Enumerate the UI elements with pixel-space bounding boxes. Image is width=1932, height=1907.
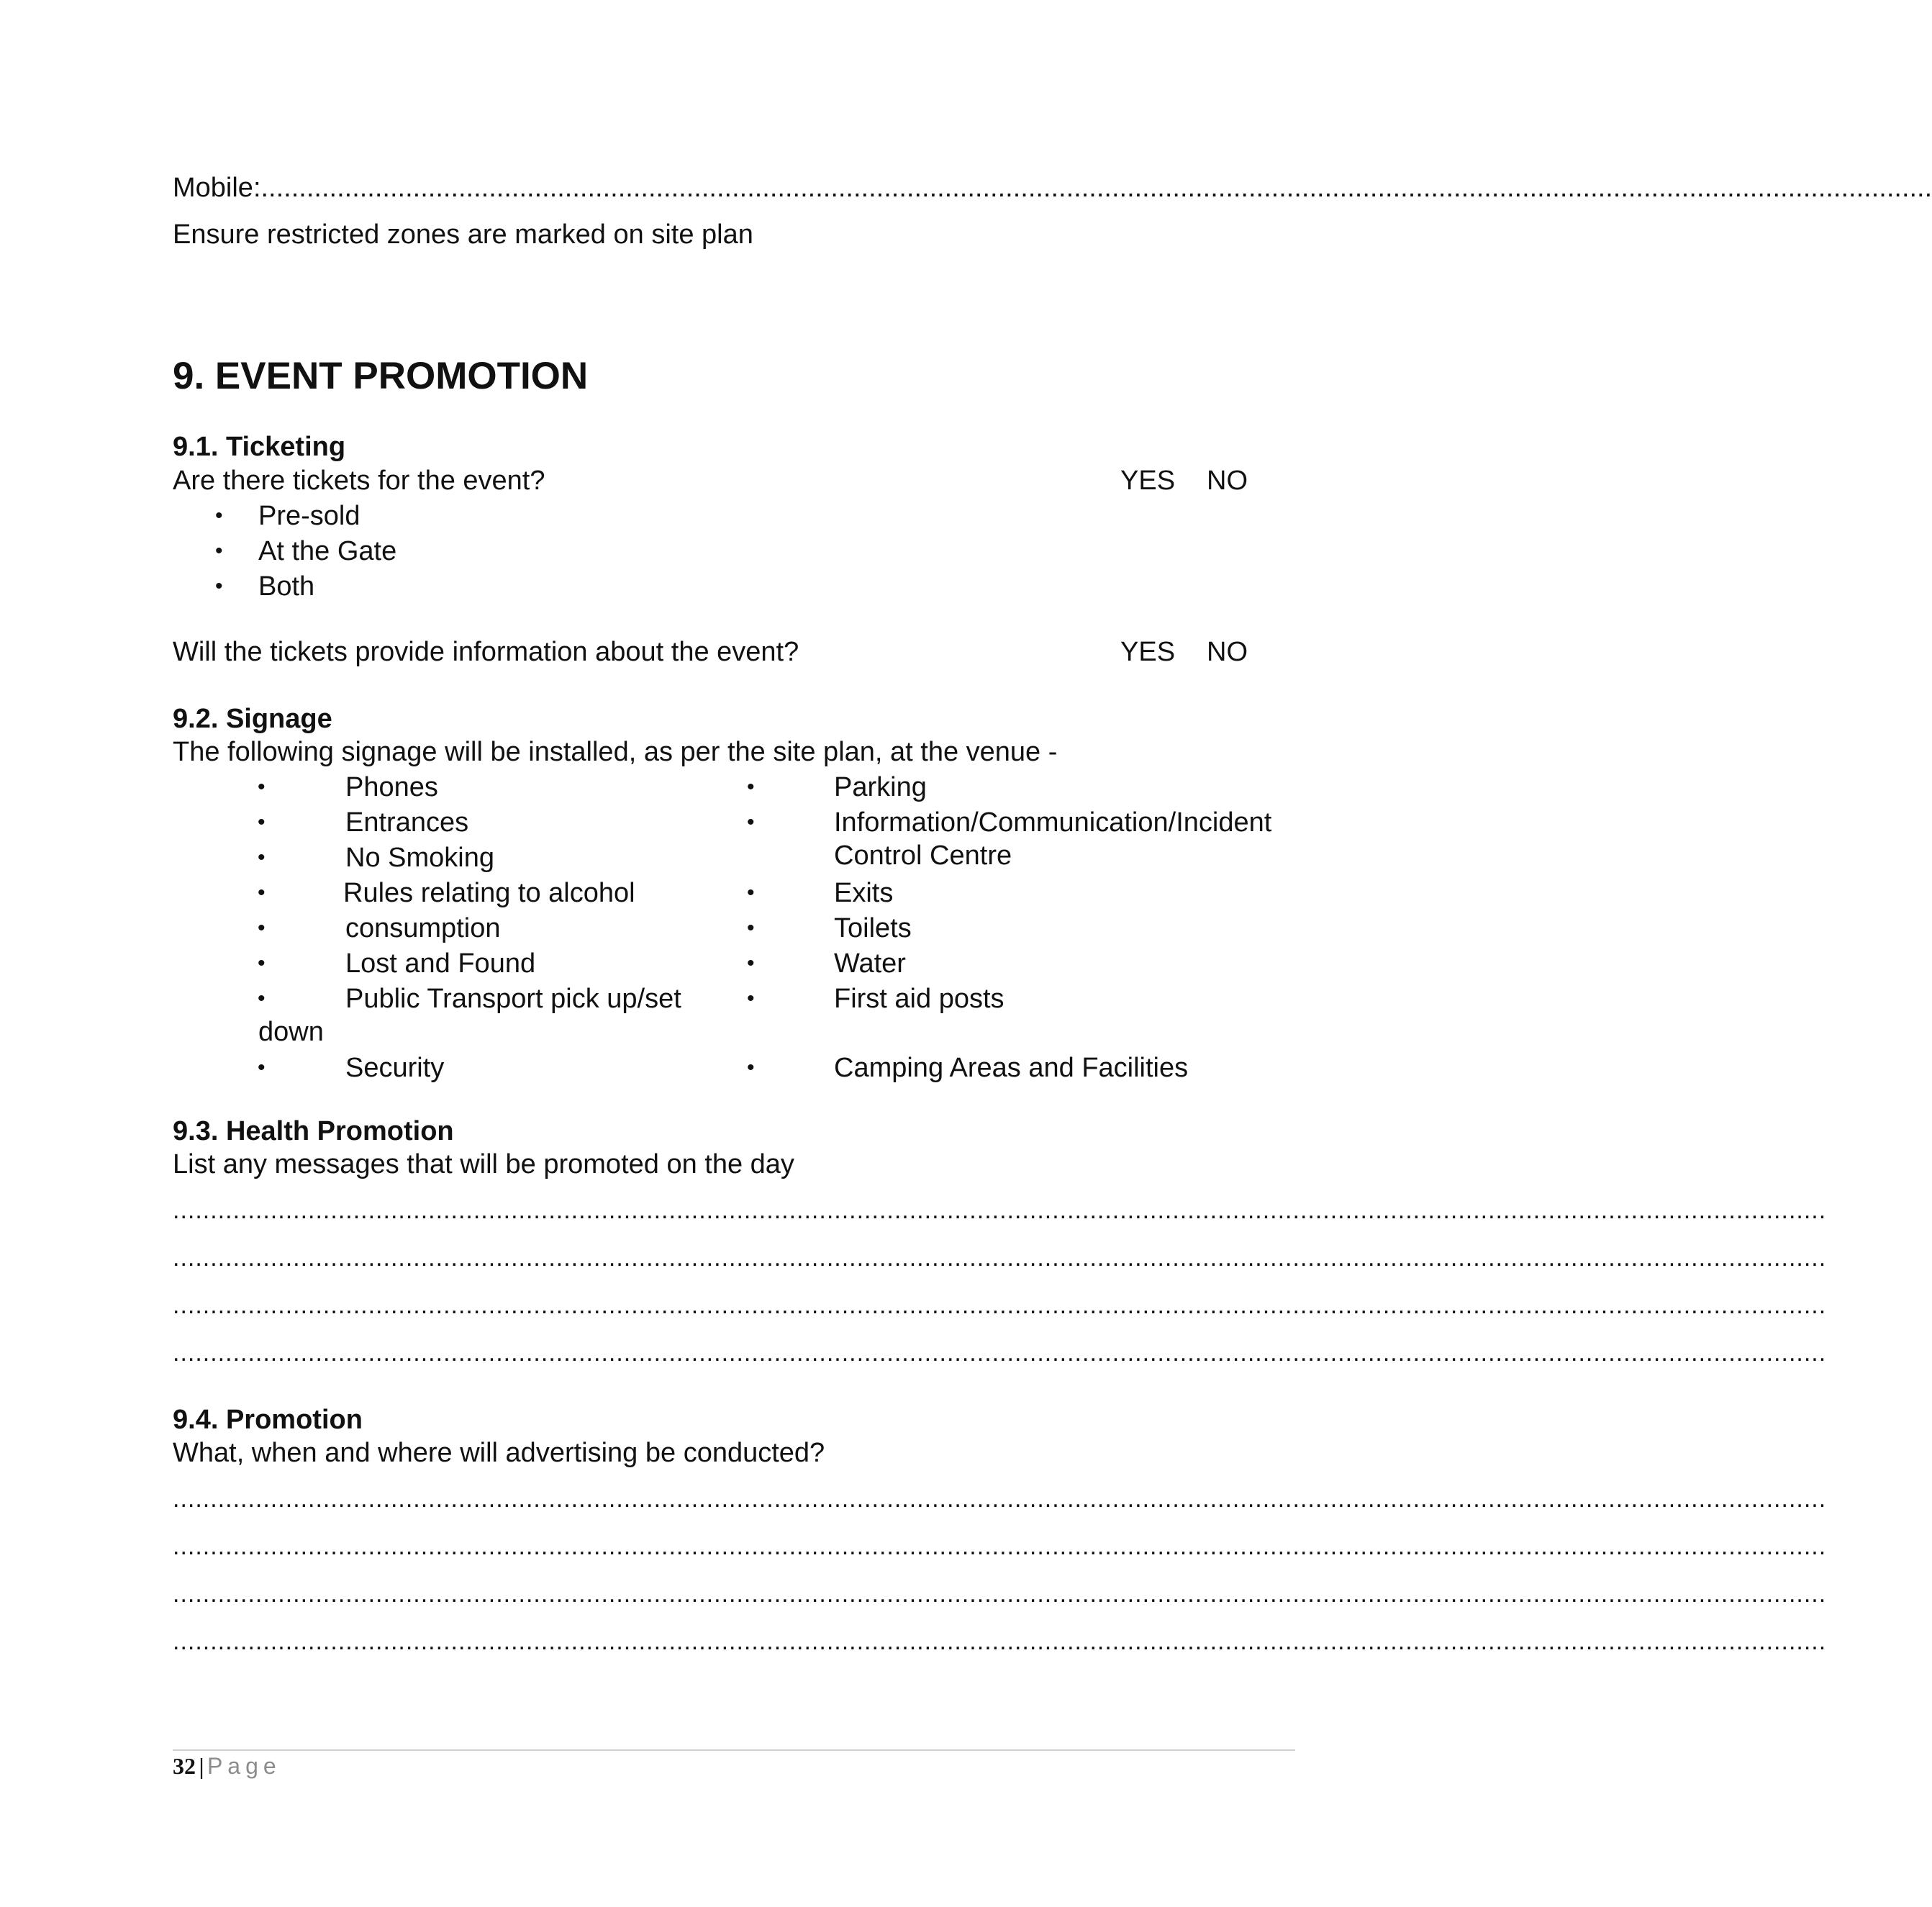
signage-item-consumption: consumption xyxy=(345,913,501,943)
bullet-marker: • xyxy=(747,775,755,799)
promotion-answer-line[interactable]: ............................................................................................................................................................................................................................ xyxy=(173,1628,1827,1655)
bullet-marker: • xyxy=(258,916,266,940)
ticket-option-both: Both xyxy=(258,571,315,602)
tickets-info-no-option: NO xyxy=(1207,637,1248,667)
signage-item-parking: Parking xyxy=(834,772,927,802)
signage-item-toilets: Toilets xyxy=(834,913,912,943)
health-answer-line[interactable]: ............................................................................................................................................................................................................................ xyxy=(173,1292,1827,1319)
promotion-answer-line[interactable]: ............................................................................................................................................................................................................................ xyxy=(173,1485,1827,1513)
signage-item-phones: Phones xyxy=(345,772,438,802)
promotion-answer-line[interactable]: ............................................................................................................................................................................................................................ xyxy=(173,1580,1827,1608)
tickets-info-yes-option: YES xyxy=(1120,637,1176,667)
signage-item-public-transport-wrap: down xyxy=(258,1017,324,1047)
page-label: Page xyxy=(207,1753,281,1779)
tickets-no-option: NO xyxy=(1207,466,1248,496)
bullet-marker: • xyxy=(258,775,266,799)
mobile-dotted-line: ............................................................................................................................................................................................................................ xyxy=(260,173,1932,203)
signage-item-exits: Exits xyxy=(834,878,894,908)
bullet-marker: • xyxy=(258,846,266,869)
mobile-line xyxy=(173,172,1932,204)
page-separator: | xyxy=(199,1753,204,1779)
signage-item-no-smoking: No Smoking xyxy=(345,843,494,873)
restricted-zones-note: Ensure restricted zones are marked on site plan xyxy=(173,219,753,250)
bullet-marker: • xyxy=(258,1056,266,1079)
promotion-question: What, when and where will advertising be conducted? xyxy=(173,1438,825,1468)
health-question: List any messages that will be promoted on the day xyxy=(173,1149,794,1179)
ticket-option-gate: At the Gate xyxy=(258,536,397,566)
signage-item-alcohol-rules: Rules relating to alcohol xyxy=(343,878,635,908)
tickets-info-question: Will the tickets provide information about the event? xyxy=(173,637,799,667)
signage-item-water: Water xyxy=(834,948,906,979)
signage-item-entrances: Entrances xyxy=(345,807,469,838)
bullet-marker: • xyxy=(747,881,755,905)
health-answer-line[interactable]: ............................................................................................................................................................................................................................ xyxy=(173,1197,1827,1224)
signage-item-lost-found: Lost and Found xyxy=(345,948,536,979)
signage-intro: The following signage will be installed, as per the site plan, at the venue - xyxy=(173,737,1058,767)
bullet-marker: • xyxy=(258,881,266,905)
footer-divider xyxy=(173,1749,1295,1751)
page-number: 32 xyxy=(173,1753,196,1779)
bullet-marker: • xyxy=(747,1056,755,1079)
health-heading: 9.3. Health Promotion xyxy=(173,1116,454,1146)
bullet-marker: • xyxy=(747,810,755,834)
bullet-marker: • xyxy=(258,951,266,975)
signage-item-info-centre-wrap: Control Centre xyxy=(834,841,1012,871)
tickets-question: Are there tickets for the event? xyxy=(173,466,545,496)
mobile-label: Mobile: xyxy=(173,173,261,203)
tickets-yes-option: YES xyxy=(1120,466,1176,496)
signage-heading: 9.2. Signage xyxy=(173,704,332,734)
bullet-marker: • xyxy=(258,810,266,834)
bullet-marker: • xyxy=(747,987,755,1010)
ticket-option-presold: Pre-sold xyxy=(258,501,360,531)
section-title: 9. EVENT PROMOTION xyxy=(173,355,589,397)
page-footer xyxy=(173,1750,281,1787)
signage-item-public-transport: Public Transport pick up/set xyxy=(345,984,681,1014)
signage-item-camping: Camping Areas and Facilities xyxy=(834,1053,1189,1083)
signage-item-info-centre: Information/Communication/Incident xyxy=(834,807,1272,838)
signage-item-security: Security xyxy=(345,1053,445,1083)
health-answer-line[interactable]: ............................................................................................................................................................................................................................ xyxy=(173,1339,1827,1367)
promotion-heading: 9.4. Promotion xyxy=(173,1405,363,1435)
bullet-marker: • xyxy=(215,504,223,527)
bullet-marker: • xyxy=(215,539,223,563)
bullet-marker: • xyxy=(747,951,755,975)
health-answer-line[interactable]: ............................................................................................................................................................................................................................ xyxy=(173,1244,1827,1272)
bullet-marker: • xyxy=(258,987,266,1010)
ticketing-heading: 9.1. Ticketing xyxy=(173,432,346,462)
promotion-answer-line[interactable]: ............................................................................................................................................................................................................................ xyxy=(173,1533,1827,1560)
bullet-marker: • xyxy=(747,916,755,940)
signage-item-first-aid: First aid posts xyxy=(834,984,1004,1014)
bullet-marker: • xyxy=(215,574,223,598)
